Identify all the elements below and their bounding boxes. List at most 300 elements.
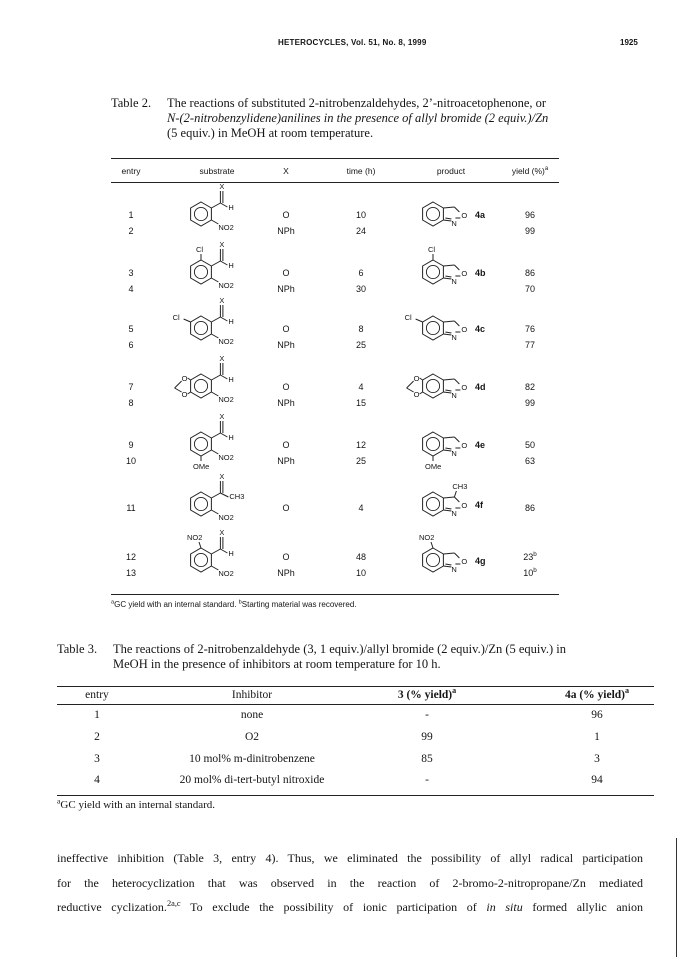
carbonyl-bond [211,375,220,380]
table3-caption [57,642,657,674]
ring5-bond [443,220,451,221]
ch2-bond [175,381,182,388]
yield-cell [501,324,559,334]
substrate-structure [175,242,255,300]
aromatic-circle [194,207,207,220]
product-label: 4a [475,210,486,220]
product-structure [407,474,477,532]
ring5-bond [443,553,454,554]
no2-label: NO2 [187,533,203,542]
no2-label: NO2 [218,569,234,578]
n-label: N [451,565,457,574]
ring5-bond [454,321,459,326]
yield-cell [501,210,559,220]
table2 [111,158,559,618]
yield-value: 82 [524,382,535,392]
table3-footnote-mark: a [57,796,61,806]
h-label: H [228,549,234,558]
time-cell: 25 [355,456,366,466]
time-cell: 25 [355,340,366,350]
aromatic-circle [426,379,439,392]
o-label: O [181,374,188,383]
yield-value: 77 [524,340,535,350]
table2-label: Table 2. [111,96,152,110]
yield-value: 86 [524,268,535,278]
h-bond [220,433,227,437]
entry-cell: 5 [128,324,134,334]
table2-caption [111,96,611,146]
ring5-bond [443,437,454,438]
yield-cell [501,268,559,278]
x-cell: O [282,382,290,392]
table3-inhibitor-cell: 20 mol% di-tert-butyl nitroxide [179,774,325,786]
cl-label: Cl [428,245,436,254]
yield-value: 96 [524,210,535,220]
h-label: H [228,203,234,212]
substrate-ring [191,548,212,572]
ring5-bond [443,450,451,451]
h-bond [220,375,227,379]
yield-cell [501,226,559,236]
x-cell: NPh [277,568,295,578]
aromatic-circle [426,553,439,566]
body-line-3-a: reductive cyclization. [57,900,167,914]
substrate-svg [175,474,255,532]
x-cell: O [282,210,290,220]
no2-label: NO2 [218,453,234,462]
o-label: O [461,383,468,392]
yield-footnote-mark: b [533,551,537,558]
methyl-bond [454,491,456,497]
h-label: H [228,375,234,384]
ring5-bond [443,392,451,393]
yield-cell [501,440,559,450]
o-bond [420,392,423,394]
aromatic-circle [194,553,207,566]
table3-y3-cell: 85 [421,753,433,765]
product-structure [407,242,477,300]
table3-bottom-rule [57,795,654,796]
table2-top-rule [111,158,559,159]
ome-label: OMe [193,462,210,471]
journal-citation: HETEROCYCLES, Vol. 51, No. 8, 1999 [278,38,427,47]
x-cell: O [282,268,290,278]
aromatic-circle [194,437,207,450]
product-label: 4d [475,382,486,392]
product-label: 4e [475,440,486,450]
table2-footnote [111,600,357,609]
product-svg [404,298,477,356]
o-label: O [461,441,468,450]
yield-value: 70 [524,284,535,294]
yield-cell [501,284,559,294]
table3-col-inhibitor: Inhibitor [231,689,273,701]
product-label: 4f [475,500,484,510]
yield-cell [501,503,559,513]
ring5-bond [443,278,451,279]
product-svg [407,414,477,472]
x-cell: NPh [277,398,295,408]
entry-cell: 2 [128,226,134,236]
entry-cell: 6 [128,340,134,350]
yield-cell [501,552,559,562]
product-ring [423,432,444,456]
substrate-svg [175,414,255,472]
ch2-bond [407,388,414,392]
table3-inhibitor-cell: none [240,709,264,721]
footnote-b-text: Starting material was recovered. [241,600,357,609]
x-cell: NPh [277,226,295,236]
ring5-bond [443,566,451,567]
o-bond [188,392,191,394]
substrate-svg [172,296,255,356]
nitro-bond [211,450,218,454]
time-cell: 15 [355,398,366,408]
y4a-header-text: 4a (% yield) [564,689,626,701]
nitro-bond [211,220,218,224]
ring5-bond [443,510,451,511]
ring5-bond [454,207,459,212]
product-label: 4c [475,324,486,334]
ring5-bond [443,379,454,380]
o-label: O [461,557,468,566]
footnote-a-text: GC yield with an internal standard. [114,600,237,609]
body-line-3-b: To exclude the possibility of ionic participation of [180,900,487,914]
table2-col-entry: entry [121,166,141,176]
substrate-structure [175,184,255,242]
yield-cell [501,568,559,578]
no2-label: NO2 [218,281,234,290]
aromatic-circle [194,321,207,334]
substrate-structure [175,474,255,532]
methyl-bond [220,493,228,497]
yield-cell [501,382,559,392]
aromatic-circle [426,265,439,278]
product-label: 4g [475,556,486,566]
yield-footnote-mark: b [533,567,537,574]
yield-cell [501,340,559,350]
h-bond [220,261,227,265]
product-structure [407,184,477,242]
table3-entry-cell: 4 [94,774,100,786]
aromatic-circle [426,321,439,334]
yield-header-sup: a [544,166,549,173]
ring5-bond [454,553,459,558]
cl-label: Cl [404,313,412,322]
table3-footnote [57,796,215,811]
ch3-label: CH3 [229,492,245,501]
no2-label: NO2 [218,513,234,522]
table2-col-substrate: substrate [199,166,235,176]
substrate-structure [175,530,255,588]
yield-header-text: yield (%) [511,166,545,176]
table3-y3-cell: - [425,709,429,721]
x-label: X [219,354,225,363]
product-ring [423,374,444,398]
cl-bond [416,319,423,322]
time-cell: 10 [355,568,366,578]
substrate-svg [175,530,255,588]
nitro-bond [211,278,218,282]
substrate-ring [191,202,212,226]
table3-y4a-cell: 3 [594,753,600,765]
yield-value: 99 [524,226,535,236]
ring5-bond [443,207,454,208]
time-cell: 24 [355,226,366,236]
table3-y3-cell: - [425,774,429,786]
product-label: 4b [475,268,486,278]
table3-footnote-text: GC yield with an internal standard. [60,799,215,811]
entry-cell: 1 [128,210,134,220]
table2-bottom-rule [111,594,559,595]
table3-entry-cell: 2 [94,731,100,743]
aromatic-circle [194,265,207,278]
carbonyl-bond [211,317,220,322]
product-structure [404,298,477,356]
table3-col-y4a [547,688,647,702]
carbonyl-bond [211,493,220,498]
time-cell: 48 [355,552,366,562]
time-cell: 4 [358,382,364,392]
x-label: X [219,296,225,305]
entry-cell: 9 [128,440,134,450]
no2-label: NO2 [218,223,234,232]
table2-header-rule [111,182,559,183]
time-cell: 12 [355,440,366,450]
product-structure [407,530,477,588]
h-bond [220,317,227,321]
table3-inhibitor-cell: 10 mol% m-dinitrobenzene [189,753,315,765]
substrate-structure [175,356,255,414]
body-line-3-c: formed allylic anion [522,900,643,914]
product-structure [407,356,477,414]
yield-value: 86 [524,503,535,513]
ring5-bond [454,379,459,384]
entry-cell: 3 [128,268,134,278]
table3-caption-line1: The reactions of 2-nitrobenzaldehyde (3, 1 equiv.)/allyl bromide (2 equiv.)/Zn (5 equiv.) in [113,642,566,656]
cl-label: Cl [172,313,180,322]
footnote-b-mark: b [238,599,242,606]
table2-col-x: X [283,166,289,176]
ch2-bond [407,381,414,388]
margin-rule [676,838,677,957]
o-label: O [461,325,468,334]
aromatic-circle [194,379,207,392]
product-ring [423,548,444,572]
x-cell: NPh [277,284,295,294]
n-label: N [451,449,457,458]
body-line-2: for the heterocyclization that was observed in the reaction of 2-bromo-2-nitropropane/Zn mediated [57,875,643,890]
aromatic-circle [426,437,439,450]
o-label: O [181,390,188,399]
entry-cell: 8 [128,398,134,408]
yield-value: 50 [524,440,535,450]
yield-value: 99 [524,398,535,408]
x-cell: NPh [277,456,295,466]
ring5-bond [454,437,459,442]
o-label: O [413,390,420,399]
body-in-situ: in situ [486,900,523,914]
nitro-bond [211,566,218,570]
substrate-svg [175,356,255,414]
product-svg [407,356,477,414]
table3-y3-cell: 99 [421,731,433,743]
time-cell: 10 [355,210,366,220]
table2-caption-line2: N-(2-nitrobenzylidene)anilines in the presence of allyl bromide (2 equiv.)/Zn [167,111,549,125]
x-cell: O [282,324,290,334]
aromatic-circle [426,207,439,220]
x-label: X [219,472,225,481]
x-label: X [219,528,225,537]
aromatic-circle [426,497,439,510]
product-structure [407,414,477,472]
entry-cell: 13 [125,568,136,578]
substrate-svg [175,242,255,300]
yield-value: 23 [523,552,534,562]
table3-header-rule [57,704,654,705]
substrate-ring [191,374,212,398]
substrate-ring [191,492,212,516]
table2-col-yield [501,166,559,176]
ring5-bond [443,265,454,266]
body-text [57,846,643,920]
table2-caption-line1: The reactions of substituted 2-nitrobenzaldehydes, 2’-nitroacetophenone, or [167,96,547,110]
time-cell: 6 [358,268,364,278]
table3-top-rule [57,686,654,687]
x-label: X [219,182,225,191]
o-bond [420,378,423,380]
o-bond [188,378,191,380]
x-cell: O [282,503,290,513]
table2-col-time: time (h) [346,166,376,176]
ring5-bond [443,497,454,498]
substrate-structure [172,296,255,356]
ring5-bond [443,334,451,335]
ch2-bond [175,388,182,392]
yield-cell [501,398,559,408]
table3-label: Table 3. [57,642,98,656]
x-label: X [219,412,225,421]
cl-label: Cl [196,245,204,254]
table3-caption-line2: MeOH in the presence of inhibitors at room temperature for 10 h. [113,657,441,671]
y3-header-sup: a [452,686,457,696]
x-cell: NPh [277,340,295,350]
table2-col-product: product [436,166,466,176]
body-line-1: ineffective inhibition (Table 3, entry 4). Thus, we eliminated the possibility of allyl radical participation [57,851,643,865]
o-label: O [461,501,468,510]
entry-cell: 12 [125,552,136,562]
o-label: O [461,269,468,278]
ring5-bond [454,497,459,502]
product-ring [423,260,444,284]
yield-value: 10 [523,568,534,578]
entry-cell: 7 [128,382,134,392]
nitro-bond [211,510,218,514]
no2-label: NO2 [419,533,435,542]
x-label: X [219,240,225,249]
h-label: H [228,433,234,442]
y4a-header-sup: a [625,686,630,696]
h-bond [220,203,227,207]
table3-y4a-cell: 94 [591,774,603,786]
body-line-3 [57,895,643,920]
carbonyl-bond [211,433,220,438]
table3-y4a-cell: 1 [594,731,600,743]
carbonyl-bond [211,203,220,208]
nitro-bond [199,542,201,548]
n-label: N [451,509,457,518]
product-svg [407,474,477,532]
ring5-bond [454,265,459,270]
no2-label: NO2 [218,395,234,404]
no2-label: NO2 [218,337,234,346]
aromatic-circle [194,497,207,510]
table3-inhibitor-cell: O2 [244,731,260,743]
table3-y4a-cell: 96 [591,709,603,721]
o-label: O [461,211,468,220]
ring5-bond [443,321,454,322]
product-svg [407,184,477,242]
yield-value: 76 [524,324,535,334]
h-label: H [228,261,234,270]
table2-caption-line3: (5 equiv.) in MeOH at room temperature. [167,126,374,140]
table3-col-y3 [377,688,477,702]
n-label: N [451,219,457,228]
o-label: O [413,374,420,383]
y3-header-text: 3 (% yield) [397,689,453,701]
table3-col-entry: entry [85,689,109,701]
time-cell: 8 [358,324,364,334]
x-cell: O [282,552,290,562]
product-ring [423,202,444,226]
n-label: N [451,277,457,286]
carbonyl-bond [211,549,220,554]
footnote-a-mark: a [111,599,115,606]
body-ref: 2a,c [166,899,181,908]
yield-cell [501,456,559,466]
x-cell: O [282,440,290,450]
product-ring [423,492,444,516]
h-label: H [228,317,234,326]
time-cell: 4 [358,503,364,513]
n-label: N [451,333,457,342]
substrate-ring [191,316,212,340]
nitro-bond [431,542,433,548]
ch3-label: CH3 [452,482,468,491]
cl-bond [184,319,191,322]
substrate-structure [175,414,255,472]
table3-entry-cell: 3 [94,753,100,765]
nitro-bond [211,334,218,338]
product-svg [407,530,477,588]
substrate-svg [175,184,255,242]
product-svg [407,242,477,300]
entry-cell: 11 [126,503,136,513]
substrate-ring [191,432,212,456]
yield-value: 63 [524,456,535,466]
ome-label: OMe [425,462,442,471]
h-bond [220,549,227,553]
entry-cell: 4 [128,284,134,294]
n-label: N [451,391,457,400]
entry-cell: 10 [125,456,136,466]
substrate-ring [191,260,212,284]
table3-entry-cell: 1 [94,709,100,721]
time-cell: 30 [355,284,366,294]
carbonyl-bond [211,261,220,266]
page-number: 1925 [620,38,638,47]
product-ring [423,316,444,340]
